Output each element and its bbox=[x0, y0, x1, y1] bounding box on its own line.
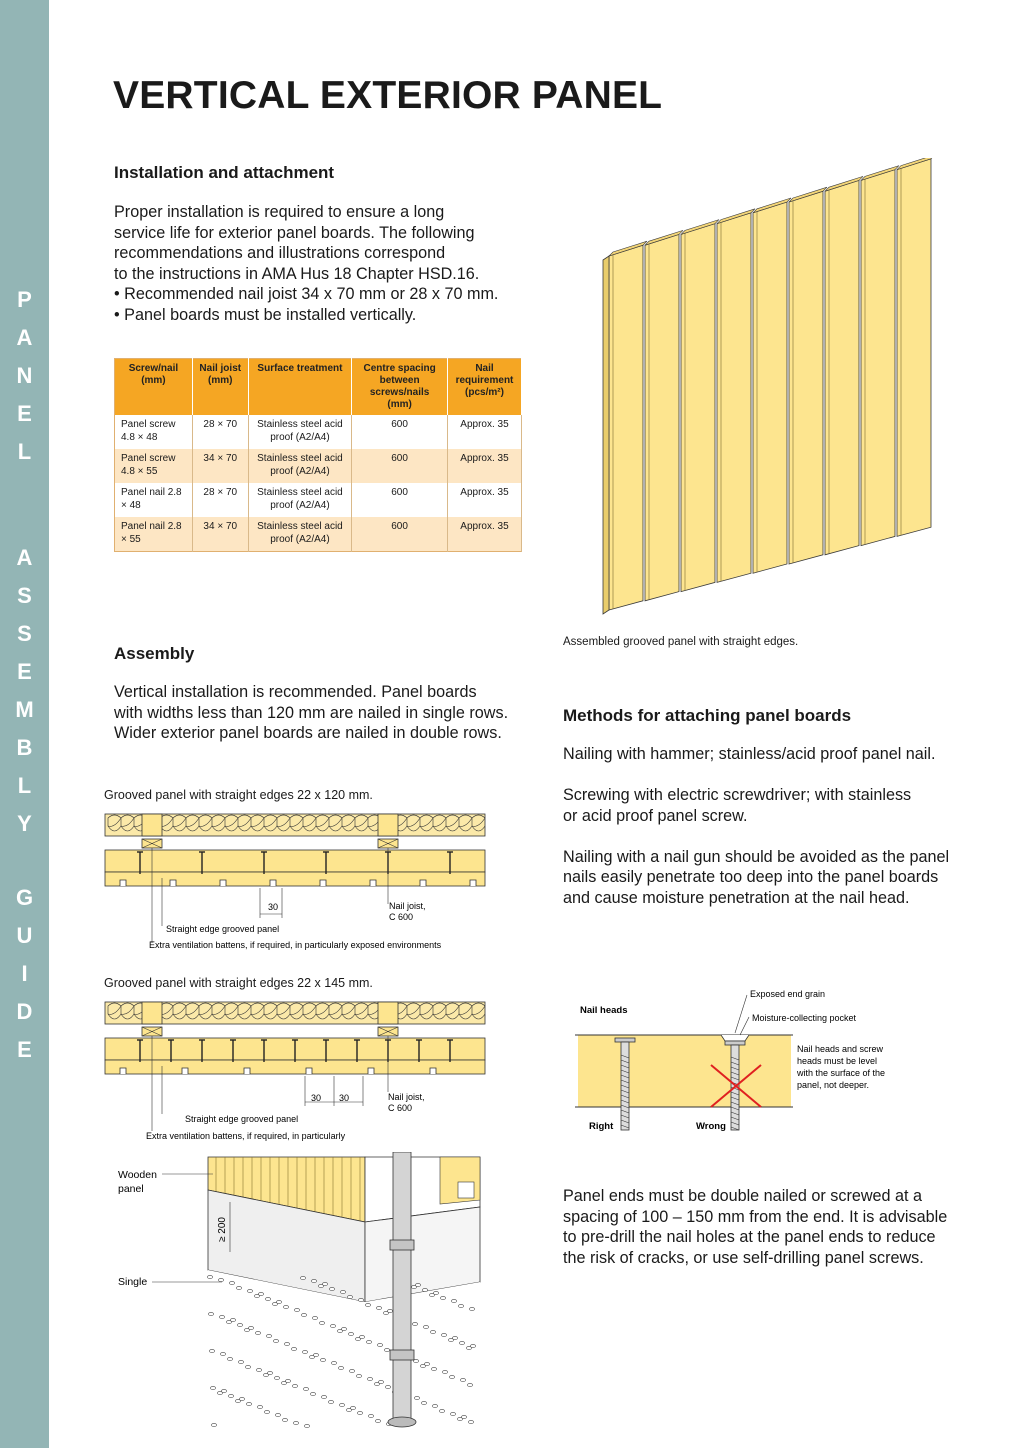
nail-head-wrong bbox=[725, 1041, 745, 1045]
groove bbox=[370, 880, 376, 886]
groove bbox=[470, 880, 476, 886]
gravel bbox=[239, 1397, 244, 1400]
panel-board bbox=[645, 234, 679, 600]
groove bbox=[270, 880, 276, 886]
sidebar-letter: U bbox=[16, 923, 33, 948]
table-cell: 34 × 70 bbox=[192, 517, 248, 552]
table-header: Nail joist (mm) bbox=[192, 359, 248, 416]
panel-caption: Assembled grooved panel with straight edges. bbox=[563, 636, 799, 648]
panel-board bbox=[897, 159, 931, 537]
sidebar-letter: S bbox=[17, 621, 32, 646]
gravel bbox=[461, 1415, 466, 1418]
gravel bbox=[384, 1348, 389, 1351]
assembly-heading: Assembly bbox=[114, 644, 195, 663]
section2-joist-label: Nail joist, bbox=[388, 1092, 425, 1102]
methods-line: and cause moisture penetration at the nail head. bbox=[563, 888, 910, 907]
gravel bbox=[321, 1395, 326, 1398]
methods-line: Nailing with a nail gun should be avoided as the panel bbox=[563, 847, 950, 866]
gravel bbox=[302, 1350, 307, 1353]
gravel bbox=[339, 1403, 344, 1406]
section2-dim1: 30 bbox=[311, 1093, 322, 1103]
ends-line: to pre-drill the nail holes at the panel ends to reduce bbox=[563, 1228, 936, 1246]
downpipe-joint bbox=[390, 1240, 414, 1250]
gravel bbox=[258, 1292, 263, 1295]
gravel bbox=[284, 1342, 289, 1345]
gravel bbox=[328, 1400, 333, 1403]
table-cell: 600 bbox=[352, 483, 448, 517]
section2-drawing bbox=[100, 996, 490, 1146]
gravel bbox=[378, 1380, 383, 1383]
methods-line: Nailing with hammer; stainless/acid proof panel nail. bbox=[563, 745, 936, 763]
drain bbox=[388, 1417, 416, 1427]
groove bbox=[182, 1068, 188, 1074]
gravel bbox=[283, 1305, 288, 1308]
board bbox=[578, 1035, 791, 1107]
install-bullet: • Recommended nail joist 34 x 70 mm or 28 x 70 mm. bbox=[114, 285, 499, 303]
plinth-wood-label: Wooden bbox=[118, 1169, 157, 1181]
wrong-label: Wrong bbox=[696, 1121, 726, 1132]
methods-line: nails easily penetrate too deep into the panel boards bbox=[563, 868, 939, 886]
stud bbox=[142, 814, 162, 836]
gravel bbox=[264, 1410, 269, 1413]
panel-board bbox=[681, 224, 715, 592]
panel-edge bbox=[603, 256, 609, 614]
pocket-label: Moisture-collecting pocket bbox=[752, 1013, 857, 1023]
gravel bbox=[273, 1339, 278, 1342]
sidebar-letter: A bbox=[16, 545, 33, 570]
section1-joist-spacing: C 600 bbox=[389, 912, 414, 922]
assembly-line: Wider exterior panel boards are nailed in double rows. bbox=[114, 724, 502, 742]
gravel bbox=[246, 1402, 251, 1405]
section-geometry bbox=[105, 1002, 485, 1131]
gravel bbox=[358, 1298, 363, 1301]
gravel bbox=[366, 1340, 371, 1343]
sidebar-letter: S bbox=[17, 583, 32, 608]
table-cell: 600 bbox=[352, 415, 448, 449]
plinth-single-label: Single bbox=[118, 1276, 148, 1288]
table-cell: Approx. 35 bbox=[447, 449, 521, 483]
gravel bbox=[319, 1321, 324, 1324]
gravel bbox=[265, 1297, 270, 1300]
gravel bbox=[229, 1281, 234, 1284]
sidebar-letter: B bbox=[16, 735, 33, 760]
assembly-line: with widths less than 120 mm are nailed in single rows. bbox=[114, 703, 509, 722]
table-cell: Panel nail 2.8 × 48 bbox=[115, 483, 193, 517]
gravel bbox=[412, 1322, 417, 1325]
table-cell: Stainless steel acid proof (A2/A4) bbox=[248, 517, 352, 552]
nail-note: panel, not deeper. bbox=[797, 1080, 870, 1090]
stud bbox=[142, 1002, 162, 1024]
spec-table bbox=[114, 358, 522, 552]
section1-panel-label: Straight edge grooved panel bbox=[166, 924, 280, 934]
section2-batten-label: Extra ventilation battens, if required, in particularly bbox=[146, 1131, 346, 1141]
gravel bbox=[301, 1313, 306, 1316]
gravel bbox=[292, 1384, 297, 1387]
assembly-paragraph bbox=[114, 682, 554, 744]
gravel bbox=[293, 1421, 298, 1424]
gravel bbox=[421, 1401, 426, 1404]
gravel bbox=[341, 1327, 346, 1330]
sidebar-letter: I bbox=[21, 961, 28, 986]
gravel bbox=[227, 1357, 232, 1360]
leader bbox=[735, 995, 747, 1033]
gravel bbox=[365, 1303, 370, 1306]
gravel bbox=[221, 1389, 226, 1392]
groove bbox=[244, 1068, 250, 1074]
stud bbox=[378, 1002, 398, 1024]
sidebar-letter: L bbox=[17, 439, 32, 464]
gravel bbox=[375, 1419, 380, 1422]
table-row bbox=[115, 415, 522, 449]
gravel bbox=[331, 1361, 336, 1364]
install-line: to the instructions in AMA Hus 18 Chapter HSD.16. bbox=[114, 264, 480, 283]
plinth-drawing bbox=[110, 1152, 485, 1437]
gravel bbox=[340, 1290, 345, 1293]
ends-line: Panel ends must be double nailed or screwed at a bbox=[563, 1187, 923, 1205]
table-cell: Panel nail 2.8 × 55 bbox=[115, 517, 193, 552]
table-cell: Panel screw 4.8 × 55 bbox=[115, 449, 193, 483]
gravel bbox=[385, 1385, 390, 1388]
methods-line: Screwing with electric screwdriver; with stainless bbox=[563, 786, 912, 804]
install-line: service life for exterior panel boards. The following bbox=[114, 223, 475, 242]
section1-drawing bbox=[100, 808, 490, 953]
table-cell: Stainless steel acid proof (A2/A4) bbox=[248, 483, 352, 517]
gravel bbox=[330, 1324, 335, 1327]
groove bbox=[430, 1068, 436, 1074]
right-label: Right bbox=[589, 1121, 614, 1132]
page-title: VERTICAL EXTERIOR PANEL bbox=[113, 74, 663, 117]
table-cell: Approx. 35 bbox=[447, 517, 521, 552]
gravel bbox=[414, 1396, 419, 1399]
section1-joist-label: Nail joist, bbox=[389, 901, 426, 911]
gravel bbox=[424, 1362, 429, 1365]
gravel bbox=[431, 1367, 436, 1370]
leader bbox=[740, 1017, 749, 1035]
gravel bbox=[276, 1300, 281, 1303]
sidebar-letter: L bbox=[17, 773, 32, 798]
gravel bbox=[329, 1287, 334, 1290]
install-line: Proper installation is required to ensure a long bbox=[114, 203, 445, 221]
gravel bbox=[312, 1316, 317, 1319]
gravel bbox=[300, 1276, 305, 1279]
gravel bbox=[449, 1375, 454, 1378]
table-cell: Stainless steel acid proof (A2/A4) bbox=[248, 449, 352, 483]
gravel bbox=[275, 1413, 280, 1416]
gravel bbox=[266, 1334, 271, 1337]
ends-line: spacing of 100 – 150 mm from the end. It is advisable bbox=[563, 1207, 948, 1226]
table-header: Nail requirement (pcs/m²) bbox=[447, 359, 521, 416]
sidebar-letter: N bbox=[16, 363, 33, 388]
ends-line: the risk of cracks, or use self-drilling panel screws. bbox=[563, 1248, 924, 1267]
sidebar-letter: M bbox=[15, 697, 34, 722]
gravel bbox=[304, 1424, 309, 1427]
gravel bbox=[348, 1332, 353, 1335]
gravel bbox=[467, 1383, 472, 1386]
section2-joist-spacing: C 600 bbox=[388, 1103, 413, 1113]
gravel bbox=[367, 1377, 372, 1380]
gravel bbox=[349, 1369, 354, 1372]
gravel bbox=[247, 1289, 252, 1292]
table-cell: Stainless steel acid proof (A2/A4) bbox=[248, 415, 352, 449]
panel-board bbox=[861, 170, 895, 546]
methods-paragraph bbox=[563, 744, 993, 908]
gravel bbox=[320, 1358, 325, 1361]
gravel bbox=[356, 1374, 361, 1377]
gravel bbox=[255, 1331, 260, 1334]
groove bbox=[220, 880, 226, 886]
gravel bbox=[303, 1387, 308, 1390]
gravel bbox=[208, 1312, 213, 1315]
gravel bbox=[207, 1275, 212, 1278]
nail-note: Nail heads and screw bbox=[797, 1044, 884, 1054]
gravel bbox=[313, 1353, 318, 1356]
panel-board bbox=[825, 180, 859, 554]
gravel bbox=[422, 1288, 427, 1291]
groove bbox=[120, 880, 126, 886]
gravel bbox=[368, 1414, 373, 1417]
panel-illustration bbox=[595, 158, 935, 616]
install-bullet: • Panel boards must be installed vertically. bbox=[114, 305, 417, 324]
gravel bbox=[218, 1278, 223, 1281]
sidebar bbox=[0, 0, 49, 1448]
gravel bbox=[211, 1423, 216, 1426]
table-cell: 34 × 70 bbox=[192, 449, 248, 483]
table-cell: 600 bbox=[352, 517, 448, 552]
gravel bbox=[274, 1376, 279, 1379]
gravel bbox=[285, 1379, 290, 1382]
sidebar-letter: G bbox=[15, 885, 34, 910]
gravel bbox=[359, 1335, 364, 1338]
gravel bbox=[452, 1336, 457, 1339]
gravel bbox=[291, 1347, 296, 1350]
gravel bbox=[430, 1330, 435, 1333]
methods-heading: Methods for attaching panel boards bbox=[563, 706, 852, 725]
gravel bbox=[256, 1368, 261, 1371]
gravel bbox=[458, 1304, 463, 1307]
gravel bbox=[423, 1325, 428, 1328]
install-line: recommendations and illustrations correspond bbox=[114, 244, 446, 262]
panel-board bbox=[753, 202, 787, 573]
sidebar-letter: E bbox=[17, 1037, 32, 1062]
plinth-geometry bbox=[152, 1152, 480, 1432]
gravel bbox=[294, 1308, 299, 1311]
gravel bbox=[245, 1365, 250, 1368]
table-cell: Approx. 35 bbox=[447, 483, 521, 517]
gravel bbox=[350, 1406, 355, 1409]
gravel bbox=[310, 1392, 315, 1395]
gravel bbox=[450, 1412, 455, 1415]
panel-board bbox=[609, 245, 643, 610]
gravel bbox=[338, 1366, 343, 1369]
table-cell: Panel screw 4.8 × 48 bbox=[115, 415, 193, 449]
table-header: Screw/nail (mm) bbox=[115, 359, 193, 416]
gravel bbox=[469, 1307, 474, 1310]
section1-batten-label: Extra ventilation battens, if required, in particularly exposed environments bbox=[149, 940, 442, 950]
gravel bbox=[433, 1291, 438, 1294]
section2-panel-label: Straight edge grooved panel bbox=[185, 1114, 299, 1124]
nail-heads-drawing bbox=[575, 985, 915, 1135]
gravel bbox=[439, 1409, 444, 1412]
downpipe-joint bbox=[390, 1350, 414, 1360]
table-row bbox=[115, 483, 522, 517]
pocket bbox=[721, 1035, 749, 1041]
gravel bbox=[209, 1349, 214, 1352]
gravel bbox=[257, 1405, 262, 1408]
gravel bbox=[237, 1323, 242, 1326]
gravel bbox=[220, 1352, 225, 1355]
section2-title: Grooved panel with straight edges 22 x 145 mm. bbox=[104, 976, 373, 990]
sidebar-letter: P bbox=[17, 287, 32, 312]
methods-line: or acid proof panel screw. bbox=[563, 806, 748, 825]
ends-paragraph bbox=[563, 1186, 993, 1268]
exposed-grain-label: Exposed end grain bbox=[750, 989, 826, 999]
panel-layer bbox=[105, 850, 485, 872]
gravel bbox=[376, 1306, 381, 1309]
gravel bbox=[387, 1309, 392, 1312]
table-cell: 28 × 70 bbox=[192, 483, 248, 517]
gravel bbox=[230, 1318, 235, 1321]
sidebar-letter: Y bbox=[17, 811, 32, 836]
groove bbox=[170, 880, 176, 886]
groove bbox=[420, 880, 426, 886]
sidebar-letter: A bbox=[16, 325, 33, 350]
gravel bbox=[248, 1326, 253, 1329]
gravel bbox=[432, 1404, 437, 1407]
gravel bbox=[460, 1378, 465, 1381]
gravel bbox=[377, 1343, 382, 1346]
section1-title: Grooved panel with straight edges 22 x 120 mm. bbox=[104, 788, 373, 802]
gravel bbox=[451, 1299, 456, 1302]
gravel bbox=[440, 1296, 445, 1299]
panel-board bbox=[789, 191, 823, 564]
assembly-line: Vertical installation is recommended. Panel boards bbox=[114, 683, 477, 701]
gravel bbox=[459, 1341, 464, 1344]
table-cell: 600 bbox=[352, 449, 448, 483]
table-cell: 28 × 70 bbox=[192, 415, 248, 449]
gravel bbox=[347, 1295, 352, 1298]
groove bbox=[120, 1068, 126, 1074]
table-row bbox=[115, 449, 522, 483]
downpipe bbox=[393, 1152, 411, 1422]
gravel bbox=[470, 1344, 475, 1347]
panel-boards bbox=[603, 158, 935, 614]
groove bbox=[306, 1068, 312, 1074]
nail-head-right bbox=[615, 1038, 635, 1042]
section2-dim2: 30 bbox=[339, 1093, 350, 1103]
gravel bbox=[282, 1418, 287, 1421]
gravel bbox=[210, 1386, 215, 1389]
table-header: Centre spacing between screws/nails (mm) bbox=[352, 359, 448, 416]
gravel bbox=[441, 1333, 446, 1336]
panel-board bbox=[717, 213, 751, 583]
sidebar-letter: D bbox=[16, 999, 33, 1024]
install-paragraph bbox=[114, 202, 554, 325]
plinth-dim: ≥ 200 bbox=[217, 1217, 228, 1242]
table-row bbox=[115, 517, 522, 552]
gravel bbox=[468, 1420, 473, 1423]
gravel bbox=[442, 1370, 447, 1373]
gravel bbox=[236, 1286, 241, 1289]
section-geometry bbox=[105, 814, 485, 943]
plinth-wood-label: panel bbox=[118, 1183, 144, 1195]
gravel bbox=[219, 1315, 224, 1318]
table-cell: Approx. 35 bbox=[447, 415, 521, 449]
sidebar-letter: E bbox=[17, 659, 32, 684]
stud bbox=[378, 814, 398, 836]
groove bbox=[320, 880, 326, 886]
section1-dim: 30 bbox=[268, 902, 279, 912]
groove bbox=[368, 1068, 374, 1074]
install-heading: Installation and attachment bbox=[114, 163, 335, 182]
gravel bbox=[238, 1360, 243, 1363]
gravel bbox=[311, 1279, 316, 1282]
table-header: Surface treatment bbox=[248, 359, 352, 416]
gravel bbox=[267, 1371, 272, 1374]
nail-heads-label: Nail heads bbox=[580, 1005, 628, 1016]
sidebar-letter: E bbox=[17, 401, 32, 426]
nail-note: with the surface of the bbox=[797, 1068, 886, 1078]
gravel bbox=[322, 1282, 327, 1285]
nail-note: heads must be level bbox=[797, 1056, 878, 1066]
vent bbox=[458, 1182, 474, 1198]
gravel bbox=[357, 1411, 362, 1414]
gravel bbox=[228, 1394, 233, 1397]
gravel bbox=[415, 1283, 420, 1286]
